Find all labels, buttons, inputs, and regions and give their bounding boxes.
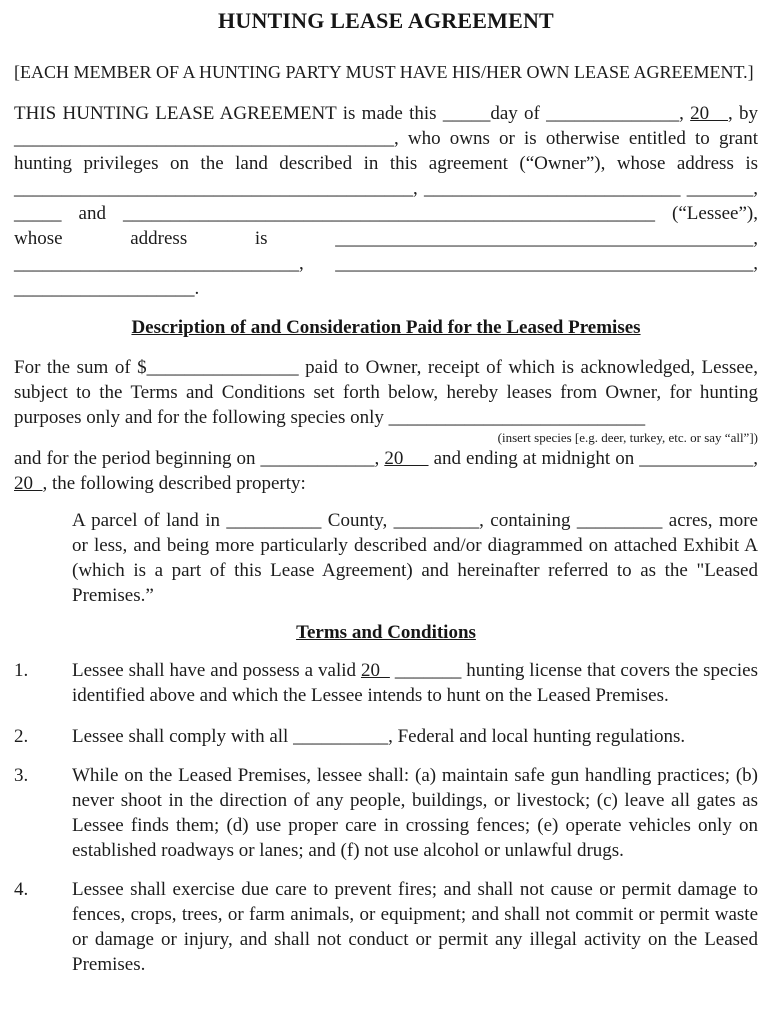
prefilled-blank: 20 bbox=[360, 660, 390, 681]
term-1-number: 1. bbox=[14, 660, 29, 681]
document-title: HUNTING LEASE AGREEMENT bbox=[218, 8, 554, 33]
intro-clause bbox=[14, 101, 758, 301]
term-3-number: 3. bbox=[14, 765, 29, 786]
term-4-text bbox=[72, 877, 758, 977]
term-2 bbox=[14, 724, 758, 749]
period-clause bbox=[14, 446, 758, 496]
term-4-number: 4. bbox=[14, 879, 29, 900]
text-run: While on the Leased Premises, lessee shall: (a) maintain safe gun handling practices; (b) never shoot in the direction of any people, buildings, or livestock; (c) leave all gates as Lessee finds them; (d) use proper care in crossing fences; (e) operate vehicles only on established roadways or lanes; and (f) not use alcohol or unlawful drugs. bbox=[72, 765, 758, 861]
text-run: and ending at midnight on ____________, bbox=[428, 448, 758, 469]
term-1-text bbox=[72, 658, 758, 708]
section-heading-description: Description of and Consideration Paid for the Leased Premises bbox=[131, 317, 641, 338]
text-run: _______ hunting license that covers the species identified above and which the Lessee intends to hunt on the Leased Premises. bbox=[72, 660, 758, 706]
prefilled-blank: 20 bbox=[690, 103, 728, 124]
prefilled-blank: 20 bbox=[384, 448, 429, 469]
text-run: , by ________________________________________, who owns or is otherwise entitled to grant hunting privileges on the land described in this agreement (“Owner”), whose address is __________________________________________, ___________________________ _______, _____ and ________________________________________________________ (“Lessee”), whose address is ____________________________________________, ______________________________, ____________________________________________, ___________________. bbox=[14, 103, 759, 299]
term-2-text bbox=[72, 724, 758, 749]
term-3-text bbox=[72, 763, 758, 863]
text-run: THIS HUNTING LEASE AGREEMENT is made this _____day of ______________, bbox=[14, 103, 691, 124]
property-description bbox=[72, 508, 758, 608]
party-notice: [EACH MEMBER OF A HUNTING PARTY MUST HAVE HIS/HER OWN LEASE AGREEMENT.] bbox=[14, 62, 754, 82]
text-run: Lessee shall comply with all __________, Federal and local hunting regulations. bbox=[72, 726, 686, 747]
term-2-number: 2. bbox=[14, 726, 29, 747]
section-heading-terms: Terms and Conditions bbox=[296, 622, 476, 643]
term-1 bbox=[14, 658, 758, 708]
consideration-clause bbox=[14, 355, 758, 430]
term-4 bbox=[14, 877, 758, 977]
text-run: Lessee shall have and possess a valid bbox=[72, 660, 361, 681]
document-body bbox=[14, 101, 758, 977]
text-run: For the sum of $________________ paid to Owner, receipt of which is acknowledged, Lessee, subject to the Terms and Conditions set forth below, hereby leases from Owner, for hunting purposes only and for the following species only ___________________________ bbox=[14, 357, 758, 428]
term-3 bbox=[14, 763, 758, 863]
species-hint: (insert species [e.g. deer, turkey, etc. or say “all”]) bbox=[497, 430, 758, 445]
text-run: A parcel of land in __________ County, _________, containing _________ acres, more or less, and being more particularly described and/or diagrammed on attached Exhibit A (which is a part of this Lease Agreement) and hereinafter referred to as the "Leased Premises.” bbox=[72, 510, 758, 606]
text-run: and for the period beginning on ____________, bbox=[14, 448, 385, 469]
prefilled-blank: 20 bbox=[14, 473, 43, 494]
text-run: Lessee shall exercise due care to prevent fires; and shall not cause or permit damage to fences, crops, trees, or farm animals, or equipment; and shall not commit or permit waste or damage or injury, and shall not conduct or permit any illegal activity on the Leased Premises. bbox=[72, 879, 758, 975]
text-run: , the following described property: bbox=[42, 473, 306, 494]
